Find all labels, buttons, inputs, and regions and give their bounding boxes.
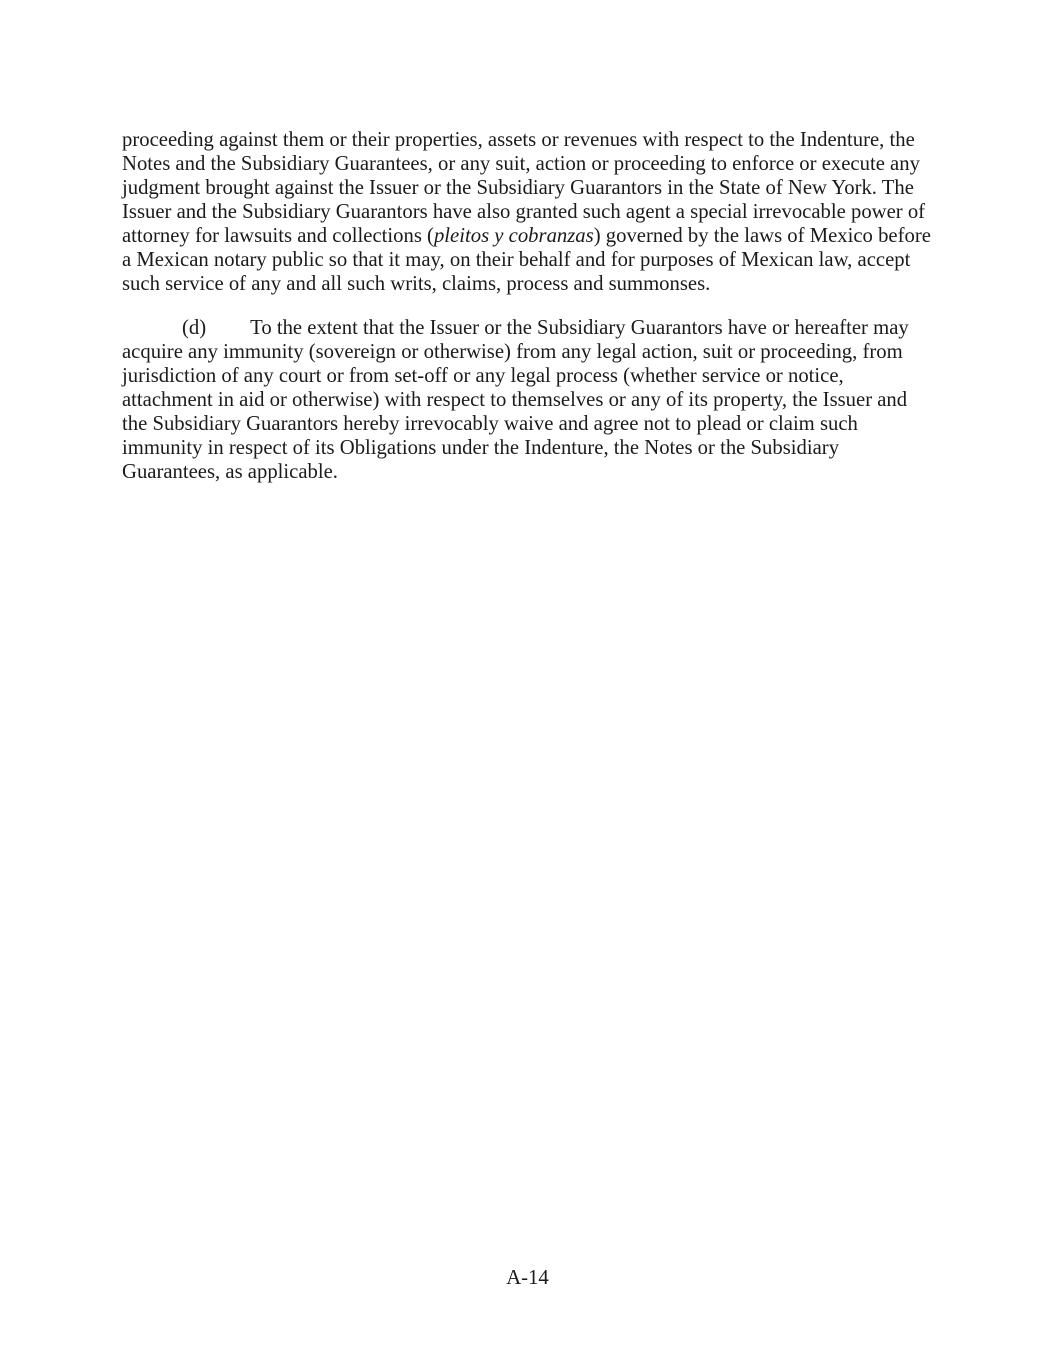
page-number: A-14 xyxy=(506,1267,549,1289)
document-body xyxy=(122,128,934,484)
paragraph-1-italic-phrase: pleitos y cobranzas xyxy=(433,225,594,247)
paragraph-2-text: To the extent that the Issuer or the Subsidiary Guarantors have or hereafter may acquire any immunity (sovereign or otherwise) from any legal action, suit or proceeding, from jurisdiction of any court or from set-off or any legal process (whether service or notice, attachment in aid or otherwise) with respect to themselves or any of its property, the Issuer and the Subsidiary Guarantors hereby irrevocably waive and agree not to plead or claim such immunity in respect of its Obligations under the Indenture, the Notes or the Subsidiary Guarantees, as applicable. xyxy=(122,317,909,483)
paragraph-1-text-after-italic: ) governed by the laws of Mexico before a Mexican notary public so that it may, on their behalf and for purposes of Mexican law, accept such service of any and all such writs, claims, process and summonses. xyxy=(122,225,931,295)
paragraph-1-text-before-italic: proceeding against them or their properties, assets or revenues with respect to the Indenture, the Notes and the Subsidiary Guarantees, or any suit, action or proceeding to enforce or execute any judgment brought against the Issuer or the Subsidiary Guarantors in the State of New York. The Issuer and the Subsidiary Guarantors have also granted such agent a special irrevocable power of attorney for lawsuits and collections ( xyxy=(122,129,926,247)
page-footer xyxy=(0,1266,1055,1290)
paragraph-2-clause-label: (d) xyxy=(182,317,207,339)
body-paragraph-2 xyxy=(122,316,934,484)
body-paragraph-1 xyxy=(122,128,934,296)
